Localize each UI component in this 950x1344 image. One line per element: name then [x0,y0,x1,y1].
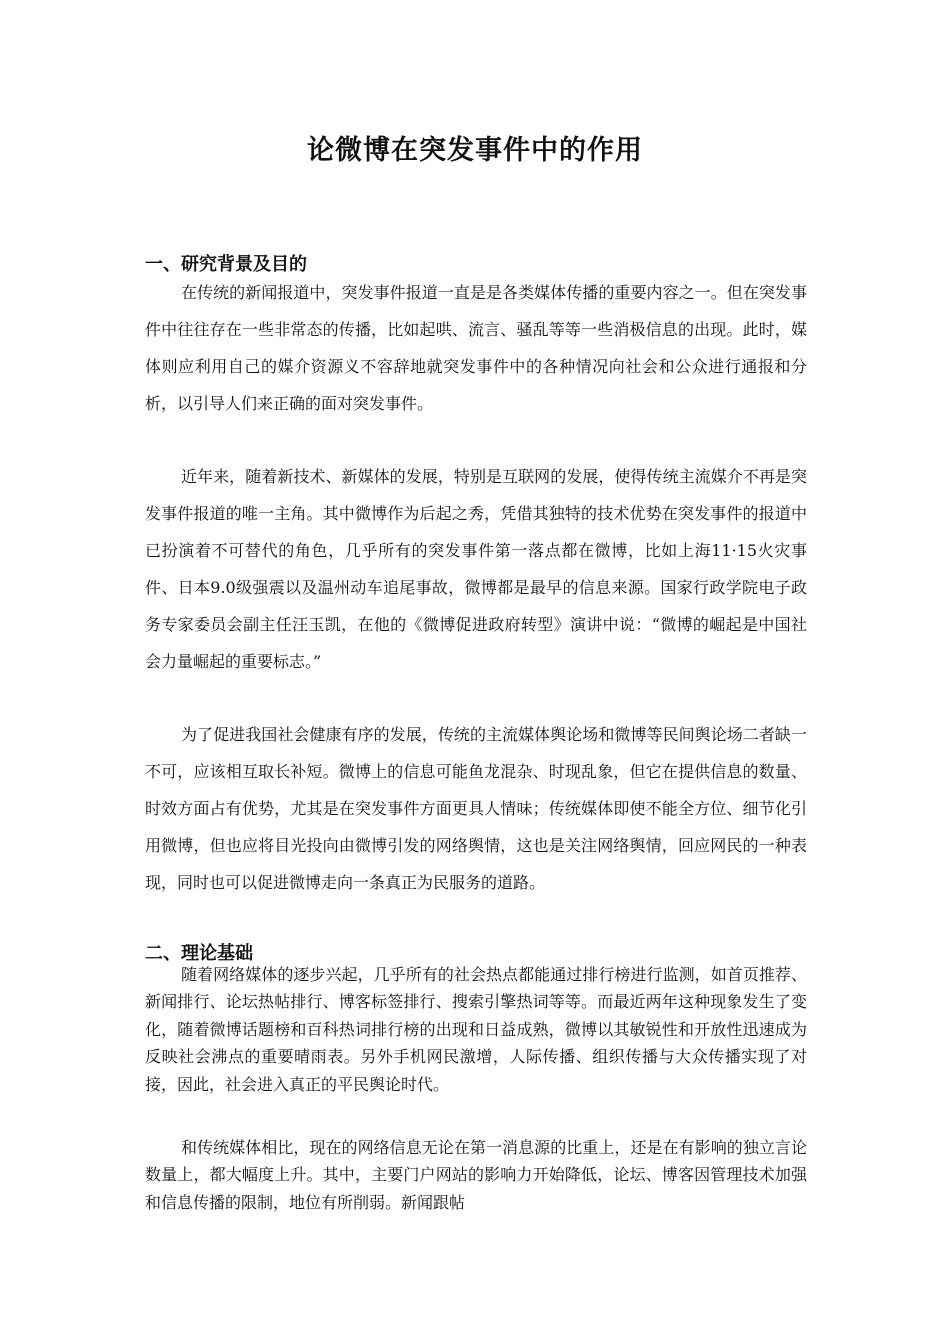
paragraph: 近年来，随着新技术、新媒体的发展，特别是互联网的发展，使得传统主流媒介不再是突发事件报道的唯一主角。其中微博作为后起之秀，凭借其独特的技术优势在突发事件的报道中已扮演着不可替代的角色，几乎所有的突发事件第一落点都在微博，比如上海11·15火灾事件、日本9.0级强震以及温州动车追尾事故，微博都是最早的信息来源。国家行政学院电子政务专家委员会副主任汪玉凯，在他的《微博促进政府转型》演讲中说：“微博的崛起是中国社会力量崛起的重要标志。” [145,467,807,671]
paragraph: 为了促进我国社会健康有序的发展，传统的主流媒体舆论场和微博等民间舆论场二者缺一不可，应该相互取长补短。微博上的信息可能鱼龙混杂、时现乱象，但它在提供信息的数量、时效方面占有优势，尤其是在突发事件方面更具人情味；传统媒体即使不能全方位、细节化引用微博，但也应将目光投向由微博引发的网络舆情，这也是关注网络舆情，回应网民的一种表现，同时也可以促进微博走向一条真正为民服务的道路。 [145,725,807,892]
document-title: 论微博在突发事件中的作用 [307,135,643,166]
paragraph: 和传统媒体相比，现在的网络信息无论在第一消息源的比重上，还是在有影响的独立言论数量上，都大幅度上升。其中，主要门户网站的影响力开始降低，论坛、博客因管理技术加强和信息传播的限制，地位有所削弱。新闻跟帖 [145,1138,807,1212]
section-heading: 一、研究背景及目的 [145,254,307,275]
paragraph: 在传统的新闻报道中，突发事件报道一直是是各类媒体传播的重要内容之一。但在突发事件中往往存在一些非常态的传播，比如起哄、流言、骚乱等等一些消极信息的出现。此时，媒体则应利用自己的媒介资源义不容辞地就突发事件中的各种情况向社会和公众进行通报和分析，以引导人们来正确的面对突发事件。 [145,283,807,413]
paragraph: 随着网络媒体的逐步兴起，几乎所有的社会热点都能通过排行榜进行监测，如首页推荐、新闻排行、论坛热帖排行、博客标签排行、搜索引擎热词等等。而最近两年这种现象发生了变化，随着微博话题榜和百科热词排行榜的出现和日益成熟，微博以其敏锐性和开放性迅速成为反映社会沸点的重要晴雨表。另外手机网民激增，人际传播、组织传播与大众传播实现了对接，因此，社会进入真正的平民舆论时代。 [145,965,807,1094]
section-heading: 二、理论基础 [145,943,253,964]
